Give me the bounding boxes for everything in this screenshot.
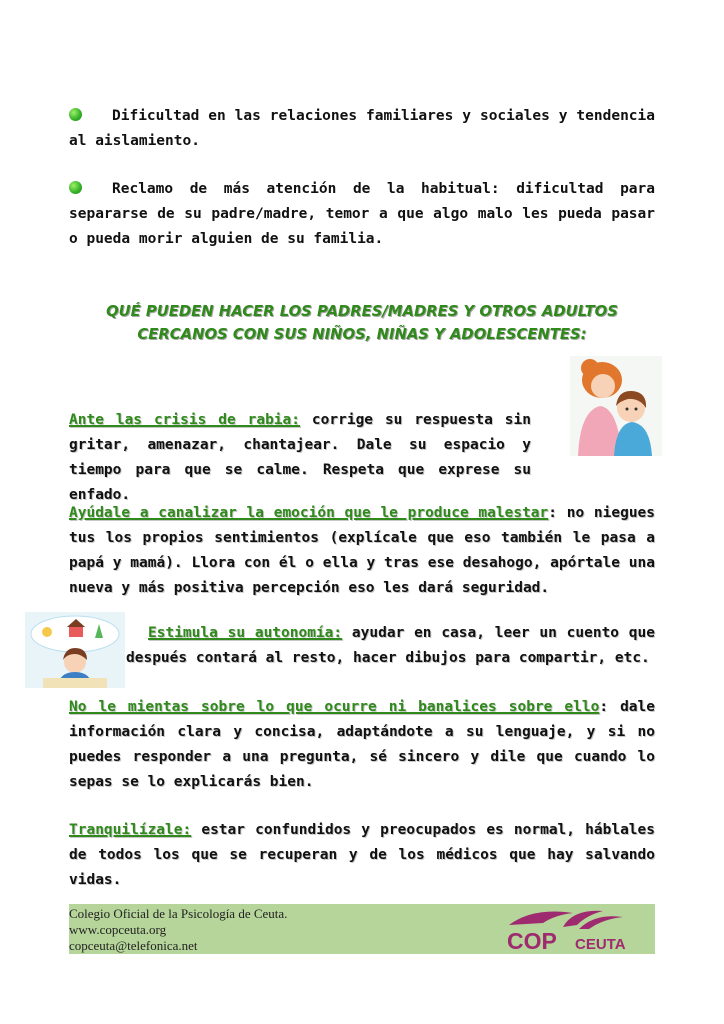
footer-bar — [69, 904, 655, 954]
footer-org: Colegio Oficial de la Psicología de Ceuta. — [69, 906, 288, 921]
footer-email[interactable]: copceuta@telefonica.net — [69, 938, 198, 953]
green-bullet-icon — [69, 181, 82, 194]
cop-ceuta-logo — [503, 905, 649, 953]
tip-channel-emotion — [69, 501, 655, 601]
heading-line-1: QUÉ PUEDEN HACER LOS PADRES/MADRES Y OTROS ADULTOS — [106, 303, 618, 320]
bullet-item-attention — [69, 177, 655, 252]
tip-sep: : — [548, 505, 558, 521]
tip-no-lies — [69, 695, 655, 795]
bullet-text: Dificultad en las relaciones familiares y sociales y tendencia al aislamiento. — [69, 108, 655, 149]
tip-lead: Ayúdale a canalizar la emoción que le produce malestar — [69, 505, 549, 521]
heading-line-2: CERCANOS CON SUS NIÑOS, NIÑAS Y ADOLESCENTES: — [137, 326, 587, 343]
bullet-text: Reclamo de más atención de la habitual: dificultad para separarse de su padre/madre, temor a que algo malo les pueda pasar o pueda morir alguien de su familia. — [69, 181, 655, 247]
tip-text: estar confundidos y preocupados es normal, háblales de todos los que se recuperan y de los médicos que hay salvando vidas. — [69, 822, 655, 888]
green-bullet-icon — [69, 108, 82, 121]
section-heading — [69, 300, 655, 346]
logo-cop-text: COP — [507, 928, 557, 953]
tip-rage-crisis — [69, 408, 531, 508]
tip-text: dale información clara y concisa, adaptándote a su lenguaje, y si no puedes responder a una pregunta, sé sincero y dile que cuando lo sepas se lo explicarás bien. — [69, 699, 655, 790]
tip-text: corrige su respuesta sin gritar, amenazar, chantajear. Dale su espacio y tiempo para que se calme. Respeta que exprese su enfado. — [69, 412, 531, 503]
tip-lead: No le mientas sobre lo que ocurre ni banalices sobre ello — [69, 699, 600, 715]
child-drawing-illustration — [25, 612, 125, 688]
tip-text: no niegues tus los propios sentimientos (explícale que eso también le pasa a papá y mamá). Llora con él o ella y tras ese desahogo, apórtale una nueva y más positiva percepción eso les dará seguridad. — [69, 505, 656, 596]
tip-lead: Ante las crisis de rabia: — [69, 412, 300, 428]
tip-text: ayudar en casa, leer un cuento que después contará al resto, hacer dibujos para compartir, etc. — [126, 625, 656, 666]
mother-child-illustration — [570, 356, 662, 456]
tip-lead: Estimula su autonomía: — [148, 625, 343, 641]
tip-lead: Tranquilízale: — [69, 822, 192, 838]
tip-reassure — [69, 818, 655, 893]
logo-ceuta-text: CEUTA — [575, 936, 626, 953]
bullet-item-isolation — [69, 104, 655, 154]
tip-sep: : — [599, 699, 609, 715]
footer-web[interactable]: www.copceuta.org — [69, 922, 167, 937]
tip-autonomy — [126, 621, 655, 671]
